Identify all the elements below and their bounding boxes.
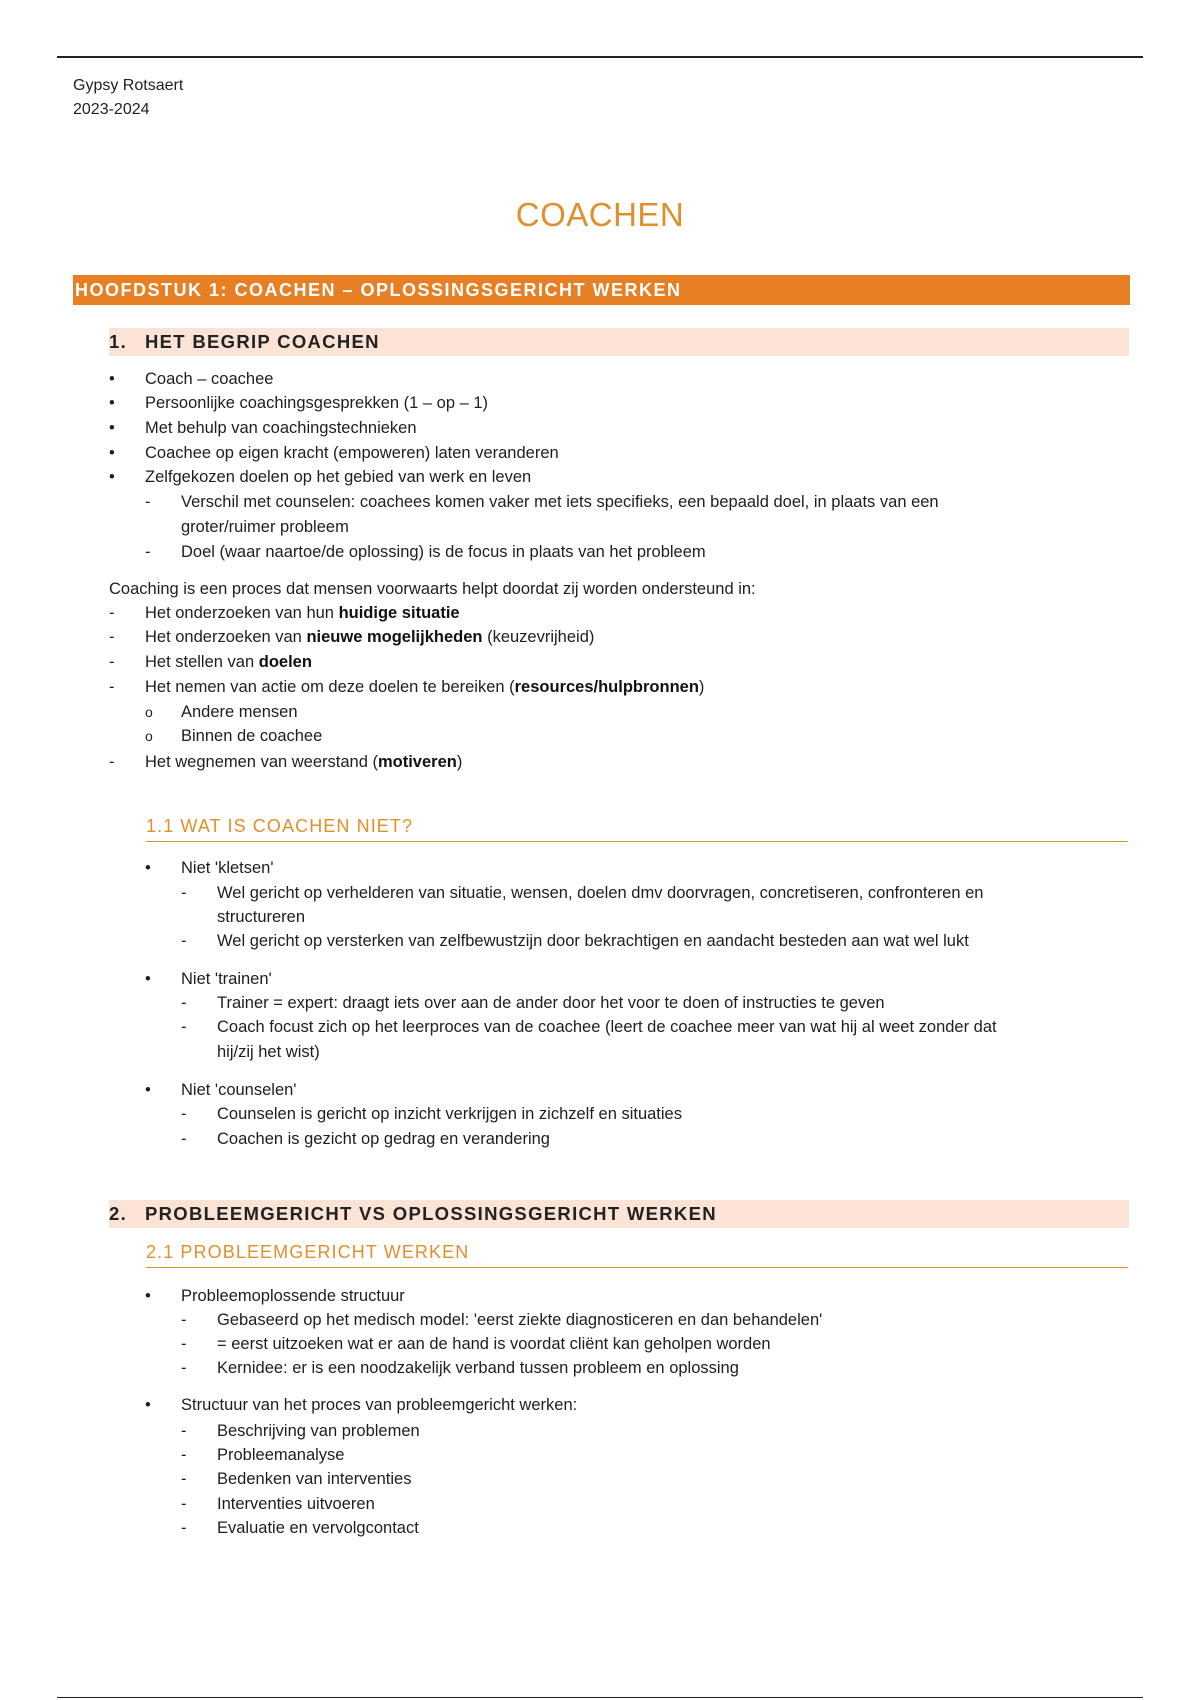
- list-item: Wel gericht op versterken van zelfbewustzijn door bekrachtigen en aandacht besteden aan wat wel lukt: [217, 932, 969, 950]
- dash-marker: -: [181, 1495, 187, 1513]
- list-item: Niet 'trainen': [181, 970, 272, 988]
- list-item: Persoonlijke coachingsgesprekken (1 – op – 1): [145, 394, 489, 412]
- section-number: 1.: [109, 331, 128, 352]
- dash-marker: -: [181, 1018, 187, 1036]
- list-item: Niet 'counselen': [181, 1081, 297, 1099]
- list-item: Wel gericht op verhelderen van situatie, wensen, doelen dmv doorvragen, concretiseren, confronteren en: [217, 884, 984, 902]
- list-item: Interventies uitvoeren: [217, 1495, 375, 1513]
- dash-marker: -: [181, 1470, 187, 1488]
- list-item: Binnen de coachee: [181, 727, 323, 745]
- dash-marker: -: [181, 932, 187, 950]
- dash-marker: -: [181, 1519, 187, 1537]
- list-item: Coachen is gezicht op gedrag en verandering: [217, 1130, 550, 1148]
- list-item: Coach focust zich op het leerproces van de coachee (leert de coachee meer van wat hij al weet zonder dat: [217, 1018, 997, 1036]
- list-item: Niet 'kletsen': [181, 859, 274, 877]
- list-item: Het nemen van actie om deze doelen te bereiken (resources/hulpbronnen): [145, 678, 705, 696]
- dash-marker: -: [145, 543, 151, 561]
- list-item: Het wegnemen van weerstand (motiveren): [145, 753, 463, 771]
- section-title: HET BEGRIP COACHEN: [145, 331, 380, 352]
- list-item-continued: hij/zij het wist): [217, 1043, 320, 1061]
- list-item: Trainer = expert: draagt iets over aan de ander door het voor te doen of instructies te geven: [217, 994, 885, 1012]
- dash-marker: -: [109, 653, 115, 671]
- school-year: 2023-2024: [73, 101, 150, 118]
- subsection-heading-1-1: 1.1 WAT IS COACHEN NIET?: [146, 813, 1128, 842]
- list-item: Probleemoplossende structuur: [181, 1287, 405, 1305]
- subsection-heading-2-1: 2.1 PROBLEEMGERICHT WERKEN: [146, 1239, 1128, 1268]
- list-item-continued: structureren: [217, 908, 306, 926]
- dash-marker: -: [181, 884, 187, 902]
- list-item: Verschil met counselen: coachees komen vaker met iets specifieks, een bepaald doel, in plaats van een: [181, 493, 939, 511]
- dash-marker: -: [181, 1446, 187, 1464]
- bullet-marker: •: [109, 394, 115, 412]
- list-item: Evaluatie en vervolgcontact: [217, 1519, 419, 1537]
- section-heading-1: [109, 328, 1129, 356]
- list-item: Gebaseerd op het medisch model: 'eerst ziekte diagnosticeren en dan behandelen': [217, 1311, 823, 1329]
- list-item: Coach – coachee: [145, 370, 274, 388]
- document-title: COACHEN: [515, 196, 685, 233]
- section-title: PROBLEEMGERICHT VS OPLOSSINGSGERICHT WERKEN: [145, 1203, 717, 1224]
- list-item: = eerst uitzoeken wat er aan de hand is voordat cliënt kan geholpen worden: [217, 1335, 771, 1353]
- bottom-rule: [57, 1697, 1143, 1698]
- author-name: Gypsy Rotsaert: [73, 77, 184, 94]
- list-item: Kernidee: er is een noodzakelijk verband tussen probleem en oplossing: [217, 1359, 739, 1377]
- dash-marker: -: [145, 493, 151, 511]
- bullet-marker: •: [109, 419, 115, 437]
- section-number: 2.: [109, 1203, 128, 1224]
- paragraph: Coaching is een proces dat mensen voorwaarts helpt doordat zij worden ondersteund in:: [109, 580, 756, 598]
- list-item: Coachee op eigen kracht (empoweren) laten veranderen: [145, 444, 559, 462]
- dash-marker: -: [181, 1359, 187, 1377]
- circle-marker: o: [145, 728, 153, 744]
- section-heading-2: [109, 1200, 1129, 1228]
- list-item: Het stellen van doelen: [145, 653, 312, 671]
- bullet-marker: •: [145, 1287, 151, 1305]
- list-item: Het onderzoeken van hun huidige situatie: [145, 604, 460, 622]
- list-item: Zelfgekozen doelen op het gebied van werk en leven: [145, 468, 532, 486]
- header-block: [73, 74, 183, 122]
- list-item: Andere mensen: [181, 703, 298, 721]
- dash-marker: -: [109, 678, 115, 696]
- chapter-heading: HOOFDSTUK 1: COACHEN – OPLOSSINGSGERICHT WERKEN: [73, 275, 1130, 305]
- dash-marker: -: [181, 1105, 187, 1123]
- bullet-marker: •: [109, 370, 115, 388]
- list-item: Met behulp van coachingstechnieken: [145, 419, 417, 437]
- bullet-marker: •: [109, 444, 115, 462]
- bullet-marker: •: [145, 1081, 151, 1099]
- top-rule: [57, 56, 1143, 58]
- list-item: Beschrijving van problemen: [217, 1422, 420, 1440]
- dash-marker: -: [181, 1130, 187, 1148]
- list-item: Doel (waar naartoe/de oplossing) is de focus in plaats van het probleem: [181, 543, 706, 561]
- bullet-marker: •: [109, 468, 115, 486]
- circle-marker: o: [145, 704, 153, 720]
- dash-marker: -: [109, 604, 115, 622]
- bullet-marker: •: [145, 859, 151, 877]
- dash-marker: -: [181, 1422, 187, 1440]
- dash-marker: -: [181, 994, 187, 1012]
- dash-marker: -: [109, 628, 115, 646]
- list-item-continued: groter/ruimer probleem: [181, 518, 349, 536]
- list-item: Bedenken van interventies: [217, 1470, 412, 1488]
- dash-marker: -: [181, 1335, 187, 1353]
- dash-marker: -: [181, 1311, 187, 1329]
- dash-marker: -: [109, 753, 115, 771]
- list-item: Probleemanalyse: [217, 1446, 345, 1464]
- bullet-marker: •: [145, 970, 151, 988]
- list-item: Het onderzoeken van nieuwe mogelijkheden (keuzevrijheid): [145, 628, 595, 646]
- list-item: Structuur van het proces van probleemgericht werken:: [181, 1396, 578, 1414]
- bullet-marker: •: [145, 1396, 151, 1414]
- list-item: Counselen is gericht op inzicht verkrijgen in zichzelf en situaties: [217, 1105, 682, 1123]
